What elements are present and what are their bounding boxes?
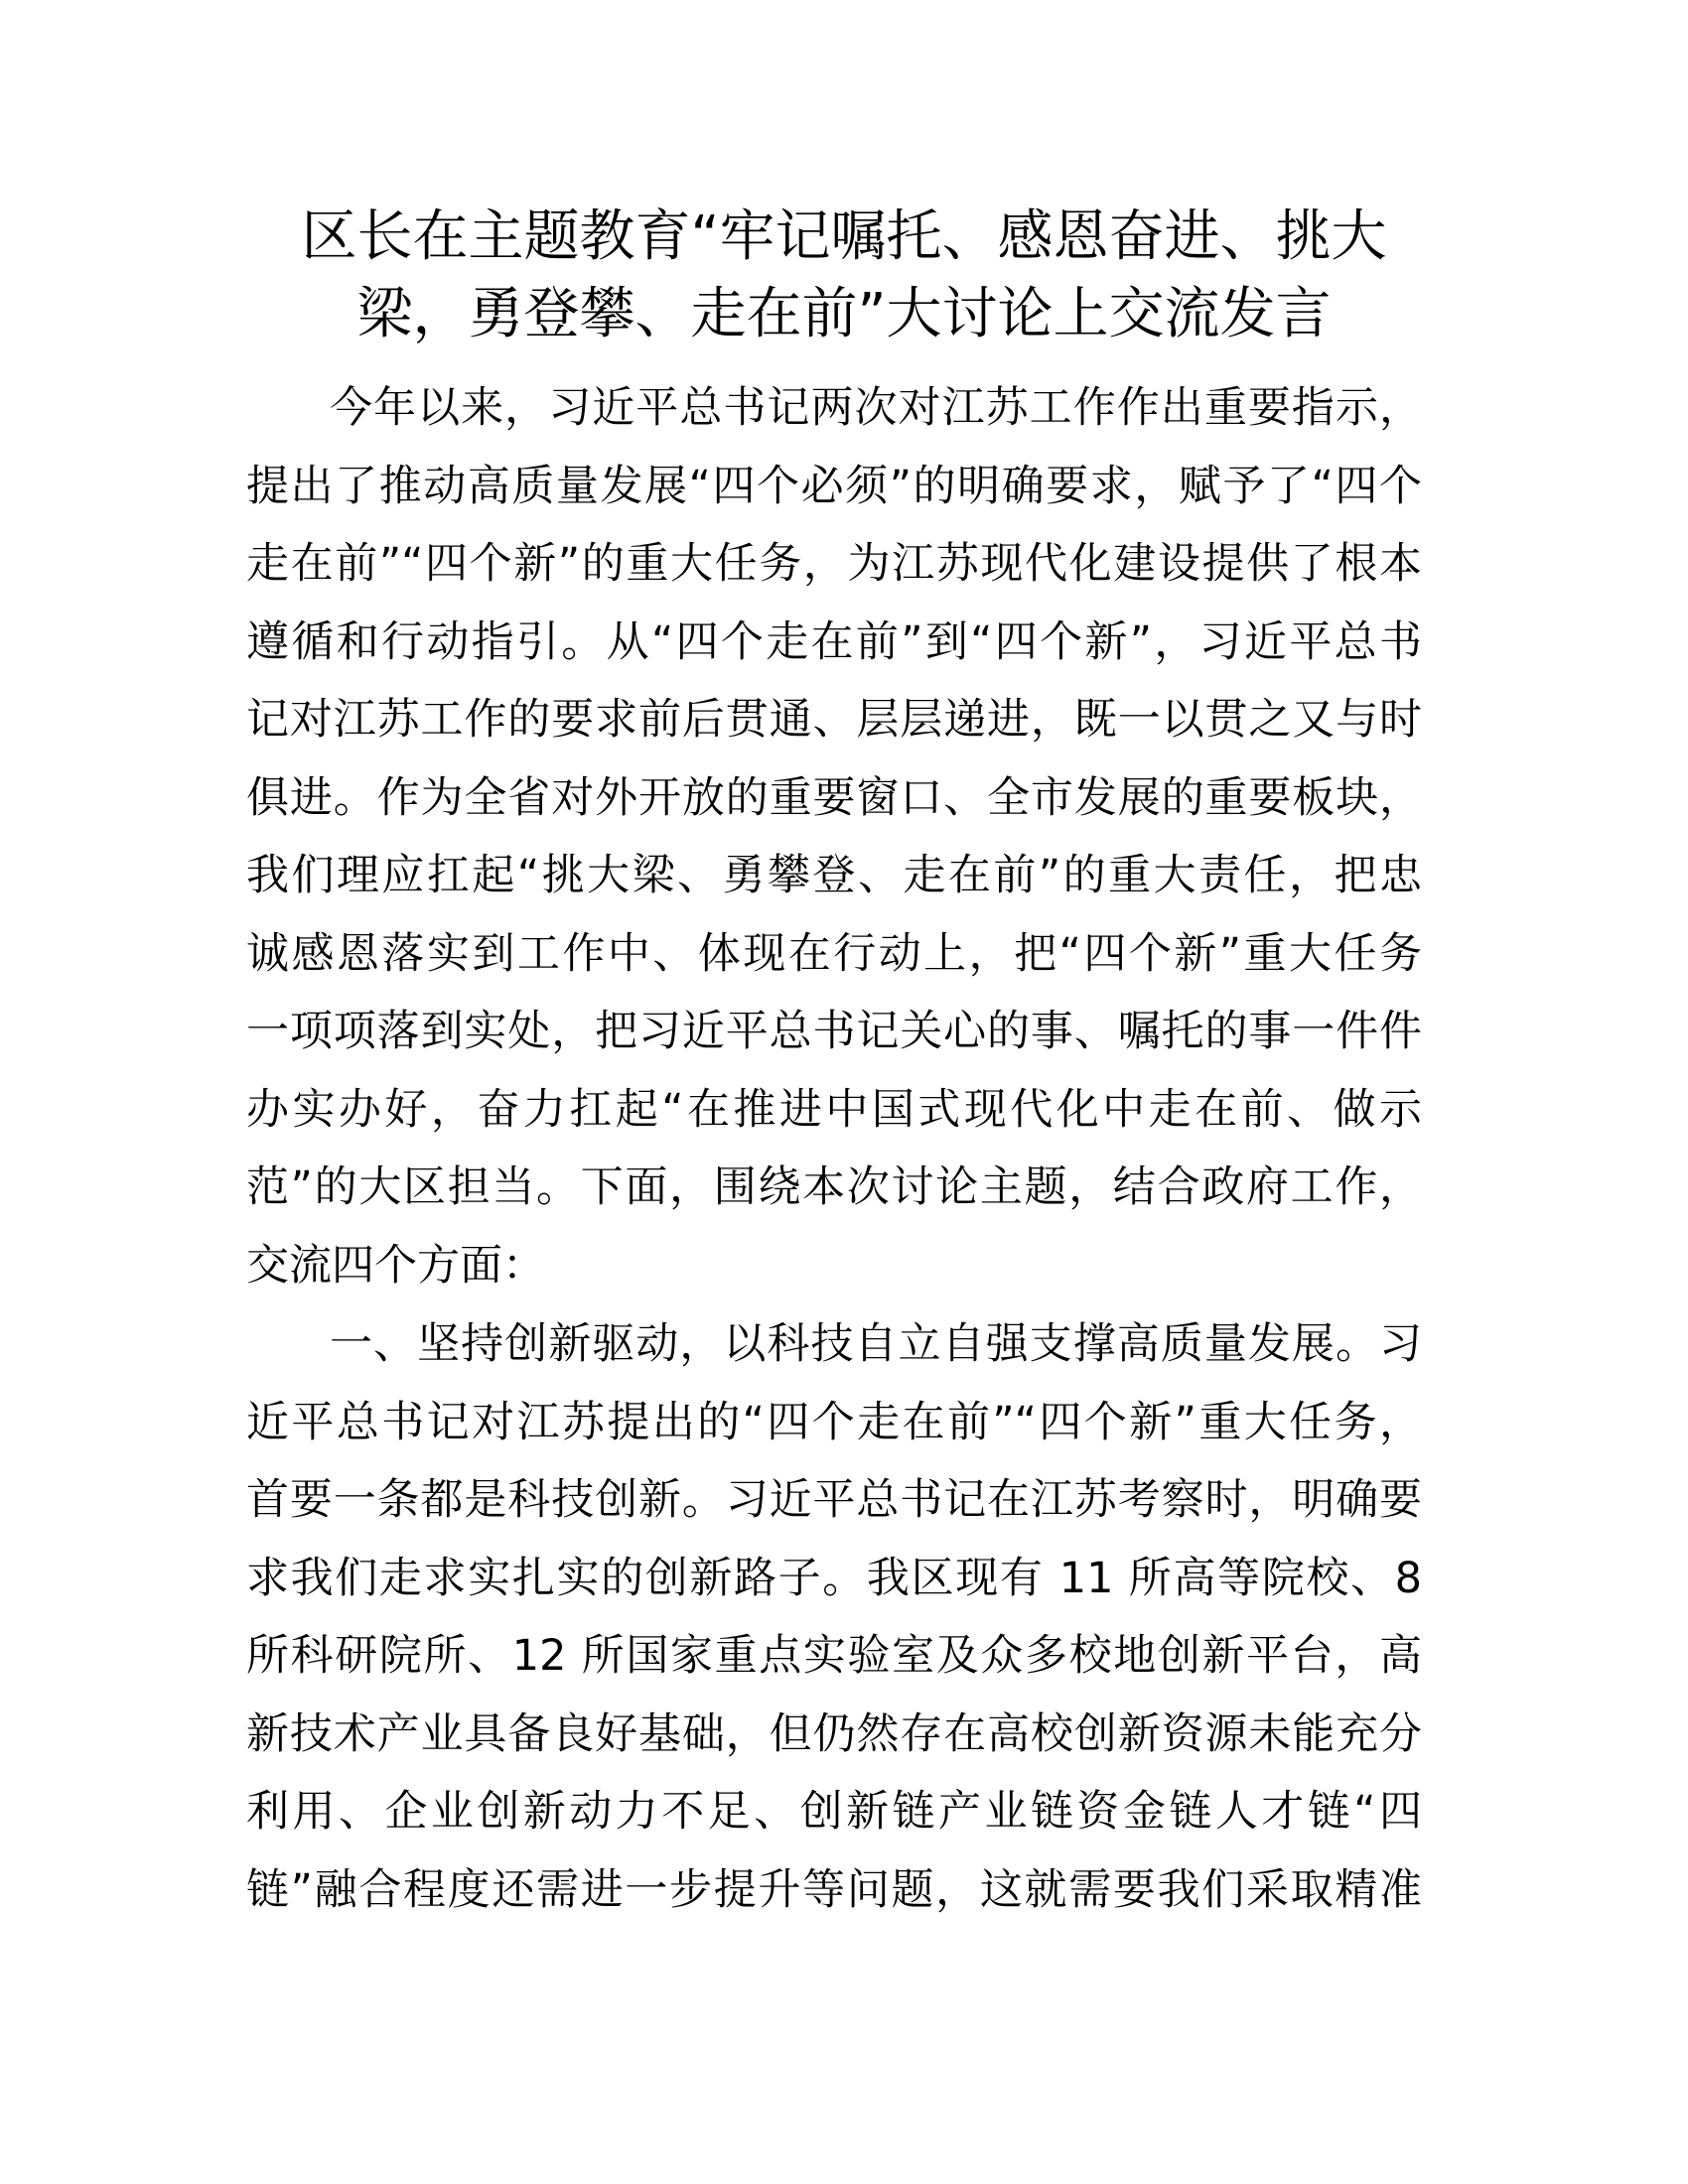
paragraph-intro (246, 369, 1422, 1304)
text-line: 一项项落到实处，把习近平总书记关心的事、嘱托的事一件件 (246, 1007, 1422, 1056)
document-title (228, 199, 1460, 353)
paragraph-section-one (246, 1305, 1422, 1929)
text-line: 近平总书记对江苏提出的“四个走在前”“四个新”重大任务， (246, 1397, 1422, 1447)
text-line: 遵循和行动指引。从“四个走在前”到“四个新”，习近平总书 (246, 616, 1422, 667)
text-line: 记对江苏工作的要求前后贯通、层层递进，既一以贯之又与时 (246, 695, 1422, 745)
text-line: 新技术产业具备良好基础，但仍然存在高校创新资源未能充分 (246, 1708, 1422, 1759)
text-line: 求我们走求实扎实的创新路子。我区现有 11 所高等院校、8 (246, 1553, 1422, 1603)
text-line: 所科研院所、12 所国家重点实验室及众多校地创新平台，高 (246, 1631, 1422, 1681)
text-line: 今年以来，习近平总书记两次对江苏工作作出重要指示， (330, 383, 1422, 433)
text-line: 链”融合程度还需进一步提升等问题，这就需要我们采取精准 (246, 1864, 1422, 1915)
text-line: 交流四个方面： (246, 1240, 545, 1291)
text-line: 范”的大区担当。下面，围绕本次讨论主题，结合政府工作， (246, 1162, 1422, 1212)
title-line: 梁，勇登攀、走在前”大讨论上交流发言 (356, 282, 1332, 346)
title-line: 区长在主题教育“牢记嘱托、感恩奋进、挑大 (301, 205, 1387, 269)
text-line: 俱进。作为全省对外开放的重要窗口、全市发展的重要板块， (246, 772, 1422, 823)
text-line: 提出了推动高质量发展“四个必须”的明确要求，赋予了“四个 (246, 461, 1422, 511)
text-line: 利用、企业创新动力不足、创新链产业链资金链人才链“四 (246, 1787, 1422, 1837)
text-line: 首要一条都是科技创新。习近平总书记在江苏考察时，明确要 (246, 1475, 1422, 1525)
text-line: 走在前”“四个新”的重大任务，为江苏现代化建设提供了根本 (246, 539, 1422, 589)
text-line: 诚感恩落实到工作中、体现在行动上，把“四个新”重大任务 (246, 928, 1422, 979)
section-heading-line: 一、坚持创新驱动，以科技自立自强支撑高质量发展。习 (330, 1319, 1422, 1369)
text-line: 我们理应扛起“挑大梁、勇攀登、走在前”的重大责任，把忠 (246, 851, 1422, 900)
text-line: 办实办好，奋力扛起“在推进中国式现代化中走在前、做示 (246, 1084, 1422, 1135)
